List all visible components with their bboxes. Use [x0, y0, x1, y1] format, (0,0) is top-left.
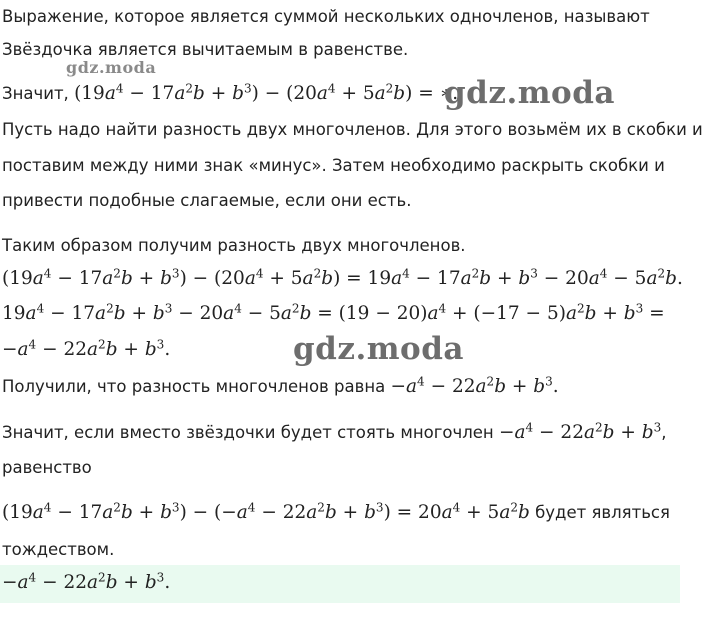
result-star-line: [2, 422, 667, 444]
result-equality-word: равенство: [2, 458, 92, 477]
intro-line-3-prefix: Значит,: [2, 84, 75, 103]
result-identity-line: [2, 502, 670, 524]
explanation-line-2: поставим между ними знак «минус». Затем необходимо раскрыть скобки и: [2, 156, 665, 175]
result-star-suffix: ,: [661, 423, 667, 442]
result-diff-line: [2, 376, 559, 398]
math-line-1: $(19a^4 - 17a^2b + b^3) - (20a^4 + 5a^2b) = 19a^4 - 17a^2b + b^3 - 20a^4 - 5a^2b$.: [2, 266, 683, 289]
explanation-line-3: привести подобные слагаемые, если они есть.: [2, 191, 412, 210]
watermark-small: gdz.moda: [66, 58, 157, 77]
watermark-big-2: gdz.moda: [293, 331, 464, 367]
result-diff-math: $-a^4 - 22a^2b + b^3$.: [390, 374, 559, 397]
result-star-math: $-a^4 - 22a^2b + b^3$: [498, 420, 662, 443]
answer-box: [0, 565, 680, 603]
math-line-2: $19a^4 - 17a^2b + b^3 - 20a^4 - 5a^2b = (19 - 20)a^4 + (-17 - 5)a^2b + b^3$ =: [2, 301, 665, 324]
star-equation: $(19a^4 - 17a^2b + b^3) - (20a^4 + 5a^2b)$ = ∗.: [74, 81, 459, 104]
result-identity-word: тождеством.: [2, 540, 115, 559]
result-diff-prefix: Получили, что разность многочленов равна: [2, 377, 391, 396]
result-star-prefix: Значит, если вместо звёздочки будет стоять многочлен: [2, 423, 499, 442]
intro-line-2: Звёздочка является вычитаемым в равенстве.: [2, 40, 409, 59]
identity-math: $(19a^4 - 17a^2b + b^3) - (-a^4 - 22a^2b + b^3) = 20a^4 + 5a^2b$: [2, 500, 530, 523]
intro-line-1: Выражение, которое является суммой нескольких одночленов, называют: [2, 7, 650, 26]
explanation-line-4: Таким образом получим разность двух многочленов.: [2, 236, 466, 255]
explanation-line-1: Пусть надо найти разность двух многочленов. Для этого возьмём их в скобки и: [2, 120, 703, 139]
result-identity-suffix: будет являться: [529, 503, 670, 522]
answer-math: $-a^4 - 22a^2b + b^3$.: [2, 570, 171, 593]
watermark-big-1: gdz.moda: [444, 75, 615, 111]
math-line-3: $-a^4 - 22a^2b + b^3$.: [2, 337, 171, 360]
intro-line-3: [2, 83, 458, 105]
